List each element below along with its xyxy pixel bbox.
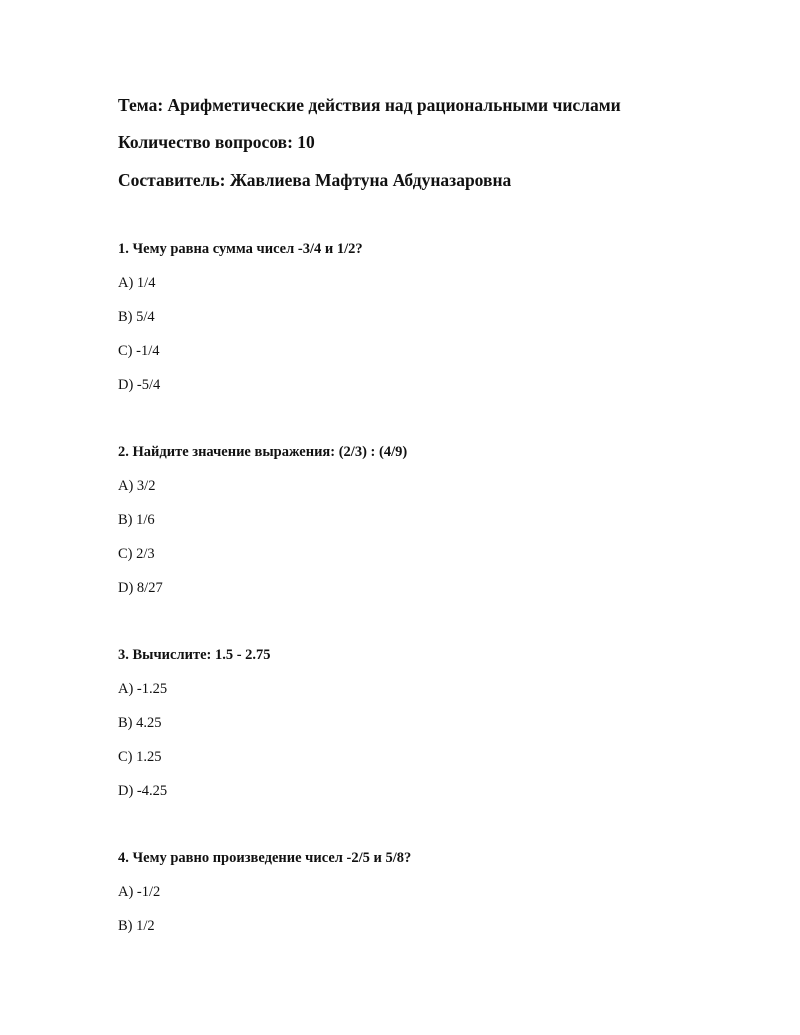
question-4-option-b: B) 1/2 [118,918,155,934]
question-3-option-c: C) 1.25 [118,749,162,765]
question-count-heading: Количество вопросов: 10 [118,132,315,152]
question-2-title: 2. Найдите значение выражения: (2/3) : (4/9) [118,444,408,460]
question-2-option-b: B) 1/6 [118,512,155,528]
question-4-option-a: A) -1/2 [118,884,161,900]
question-1-option-b: B) 5/4 [118,309,155,325]
author-heading: Составитель: Жавлиева Мафтуна Абдуназаровна [118,170,512,190]
question-3-option-b: B) 4.25 [118,715,162,731]
question-1-option-c: C) -1/4 [118,343,160,359]
question-2-option-a: A) 3/2 [118,478,156,494]
question-1-title: 1. Чему равна сумма чисел -3/4 и 1/2? [118,241,363,257]
question-3-option-a: A) -1.25 [118,681,168,697]
question-2-option-c: C) 2/3 [118,546,155,562]
topic-heading: Тема: Арифметические действия над рациональными числами [118,95,621,115]
question-1-option-d: D) -5/4 [118,377,161,393]
question-4-title: 4. Чему равно произведение чисел -2/5 и 5/8? [118,850,412,866]
question-3-title: 3. Вычислите: 1.5 - 2.75 [118,647,271,663]
question-2-option-d: D) 8/27 [118,580,163,596]
question-1-option-a: A) 1/4 [118,275,156,291]
question-3-option-d: D) -4.25 [118,783,168,799]
